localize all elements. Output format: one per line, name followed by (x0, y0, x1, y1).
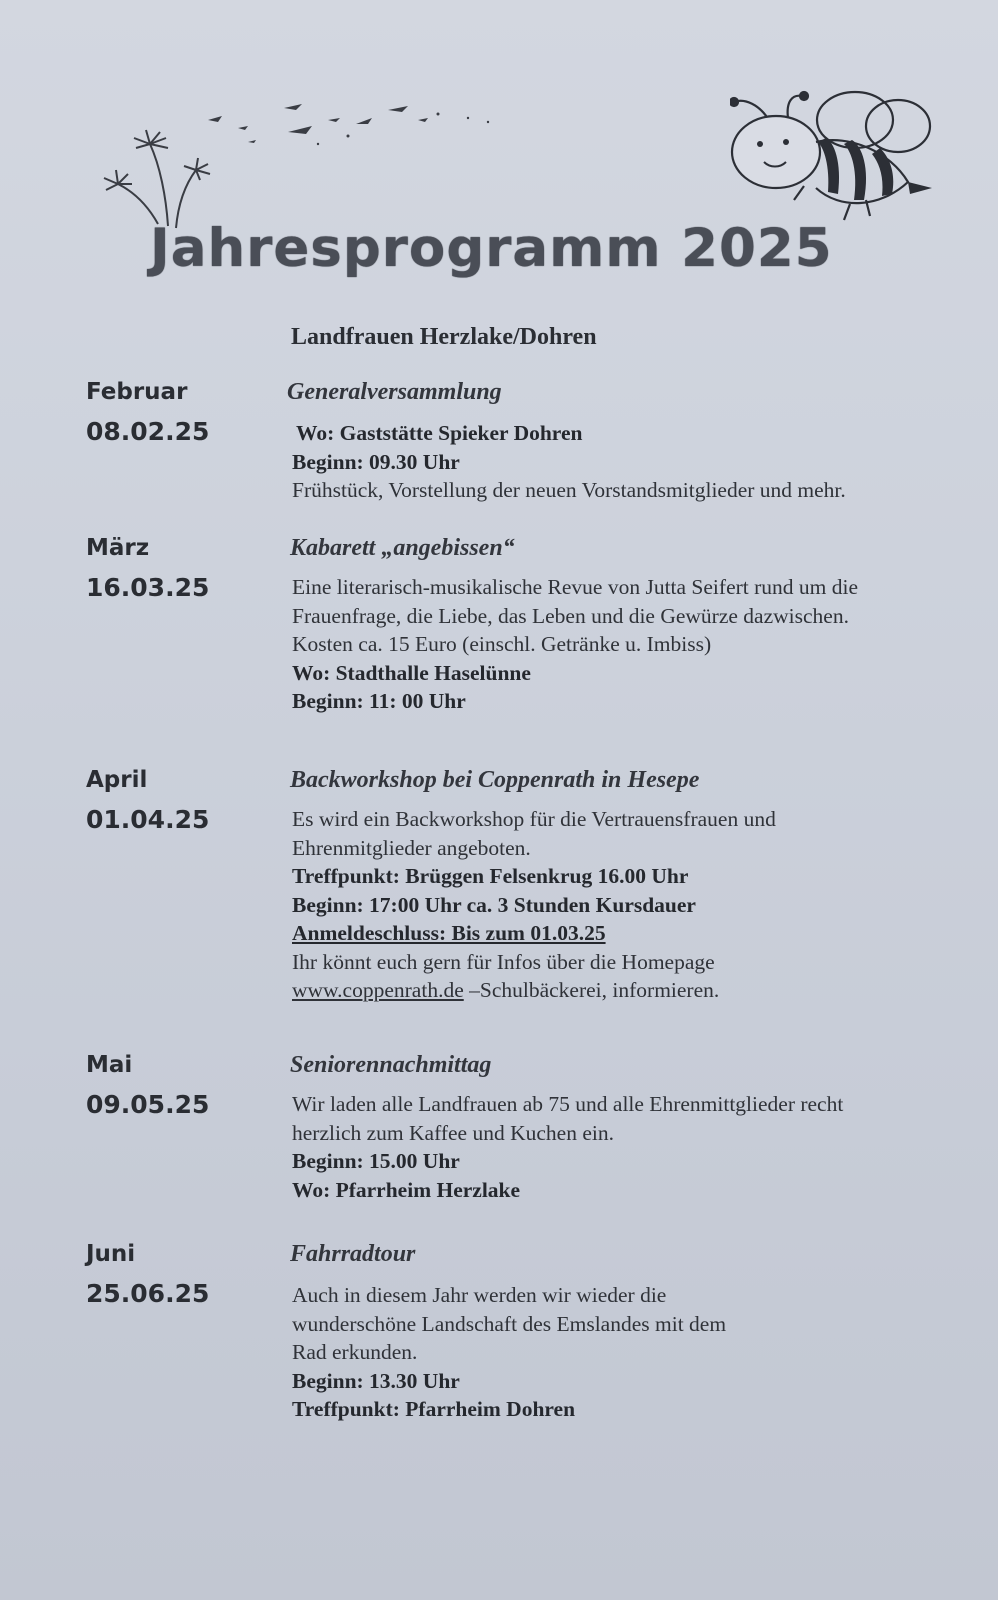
event-location: Wo: Stadthalle Haselünne (292, 660, 531, 685)
event-details (292, 805, 942, 1005)
event-date: 16.03.25 (86, 573, 210, 602)
event-start-time: Beginn: 11: 00 Uhr (292, 689, 466, 713)
event-description-line: Ihr könnt euch gern für Infos über die Homepage (292, 949, 715, 974)
event-date: 25.06.25 (86, 1279, 210, 1308)
event-start-time: Beginn: 17:00 Uhr ca. 3 Stunden Kursdauer (292, 892, 696, 917)
dandelion-icon (88, 96, 528, 236)
event-details (292, 1281, 942, 1424)
event-month: Juni (86, 1241, 136, 1267)
event-description-line: Es wird ein Backworkshop für die Vertrauensfrauen und (292, 807, 776, 831)
event-date: 09.05.25 (86, 1090, 210, 1119)
event-start-time: Beginn: 15.00 Uhr (292, 1149, 460, 1173)
event-title: Backworkshop bei Coppenrath in Hesepe (290, 767, 700, 793)
event-description-line: Ehrenmitglieder angeboten. (292, 835, 531, 860)
event-location: Wo: Gaststätte Spieker Dohren (296, 421, 583, 445)
event-details (292, 1090, 942, 1204)
event-location: Wo: Pfarrheim Herzlake (292, 1177, 521, 1202)
event-description-line: Wir laden alle Landfrauen ab 75 und alle Ehrenmittglieder recht (292, 1092, 844, 1116)
event-title: Seniorennachmittag (290, 1052, 492, 1078)
event-info-line (292, 976, 942, 1005)
page-title: Jahresprogramm 2025 (150, 218, 833, 279)
event-start-time: Beginn: 13.30 Uhr (292, 1368, 460, 1393)
event-date: 08.02.25 (86, 417, 210, 446)
event-description-line: Frauenfrage, die Liebe, das Leben und die Gewürze dazwischen. (292, 603, 849, 628)
event-title: Kabarett „angebissen“ (290, 535, 515, 561)
event-month: April (86, 767, 148, 793)
event-description-line: Auch in diesem Jahr werden wir wieder die (292, 1283, 667, 1307)
event-registration-deadline: Anmeldeschluss: Bis zum 01.03.25 (292, 921, 606, 945)
bee-icon (730, 82, 960, 232)
event-details (292, 573, 942, 716)
homepage-link[interactable]: www.coppenrath.de (292, 978, 464, 1002)
event-details (292, 419, 942, 505)
event-description-line: herzlich zum Kaffee und Kuchen ein. (292, 1120, 614, 1145)
event-meeting-point: Treffpunkt: Brüggen Felsenkrug 16.00 Uhr (292, 864, 689, 888)
event-title: Fahrradtour (290, 1241, 416, 1267)
event-description-line: Rad erkunden. (292, 1340, 418, 1364)
event-month: März (86, 535, 150, 561)
event-description-line: Eine literarisch-musikalische Revue von Jutta Seifert rund um die (292, 575, 859, 599)
event-description: Frühstück, Vorstellung der neuen Vorstandsmitglieder und mehr. (292, 478, 846, 502)
event-title: Generalversammlung (287, 379, 502, 405)
organization-subtitle: Landfrauen Herzlake/Dohren (291, 324, 597, 350)
event-start-time: Beginn: 09.30 Uhr (292, 449, 460, 474)
event-date: 01.04.25 (86, 805, 210, 834)
event-month: Februar (86, 379, 188, 405)
event-info-text: –Schulbäckerei, informieren. (469, 978, 720, 1002)
event-meeting-point: Treffpunkt: Pfarrheim Dohren (292, 1397, 576, 1421)
event-month: Mai (86, 1052, 133, 1078)
event-cost: Kosten ca. 15 Euro (einschl. Getränke u. Imbiss) (292, 632, 712, 656)
event-description-line: wunderschöne Landschaft des Emslandes mit dem (292, 1311, 727, 1336)
